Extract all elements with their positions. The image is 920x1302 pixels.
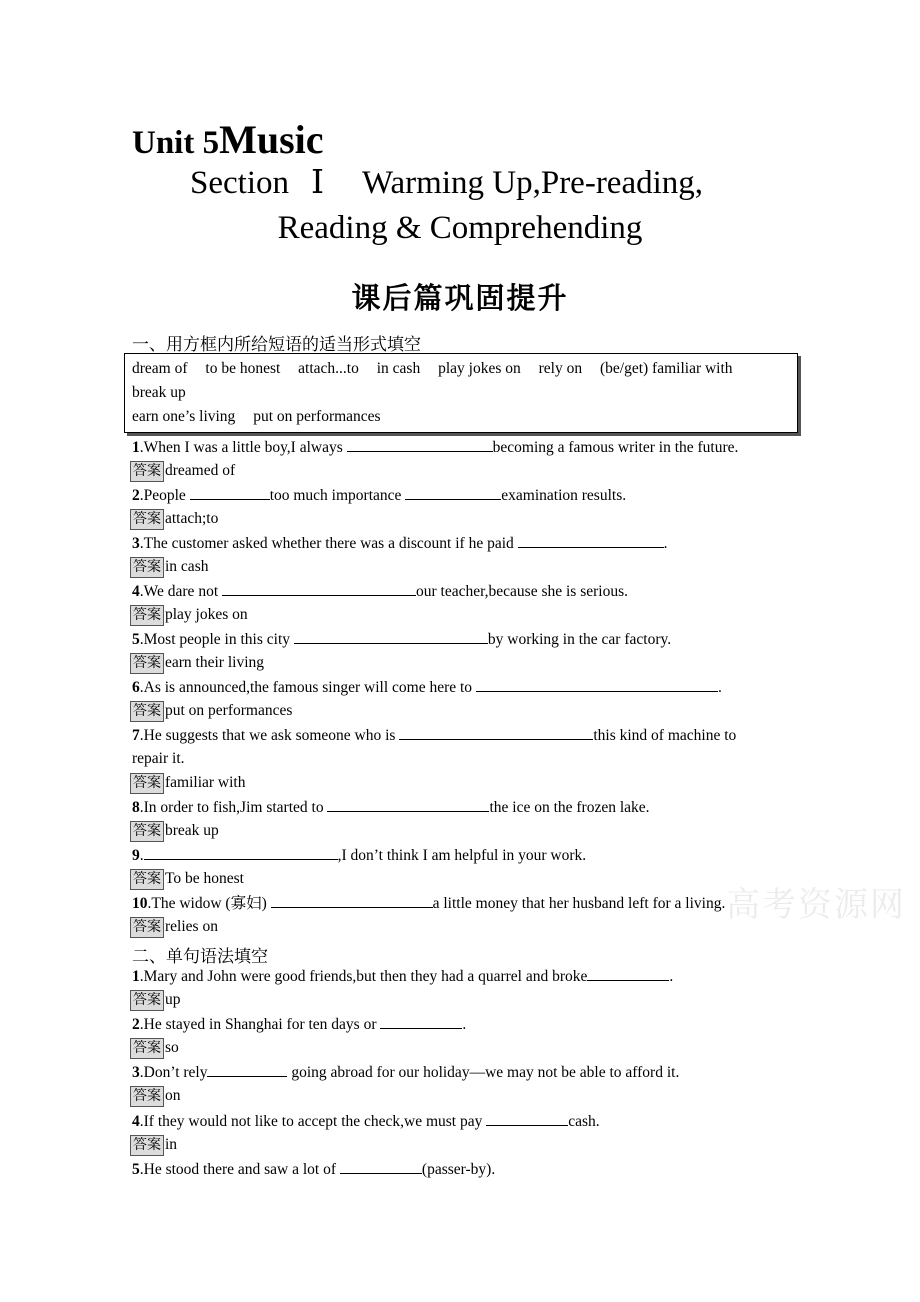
question-text: .The customer asked whether there was a discount if he paid	[139, 535, 518, 552]
answer-row	[130, 917, 218, 938]
answer-blank	[144, 845, 338, 860]
question-text: becoming a famous writer in the future.	[492, 439, 739, 456]
question-text: (passer-by).	[421, 1161, 496, 1178]
question	[132, 437, 738, 458]
question-continuation: repair it.	[132, 750, 185, 767]
question-number: 5	[132, 631, 140, 648]
question-text: by working in the car factory.	[487, 631, 672, 648]
answer-text: in	[165, 1136, 178, 1153]
question-text: examination results.	[501, 487, 627, 504]
section-roman: Ⅰ	[310, 165, 325, 201]
question-text: .He stayed in Shanghai for ten days or	[139, 1016, 381, 1033]
answer-blank	[222, 581, 416, 596]
question-number: 4	[132, 583, 140, 600]
question-number: 1	[132, 968, 140, 985]
question	[132, 966, 673, 987]
answer-badge: 答案	[130, 773, 164, 794]
answer-blank	[347, 437, 493, 452]
question-text: the ice on the frozen lake.	[489, 799, 650, 816]
answer-blank	[518, 533, 664, 548]
section-title-line2: Reading & Comprehending	[277, 210, 643, 246]
answer-blank	[190, 485, 270, 500]
question-number: 3	[132, 1064, 140, 1081]
answer-row	[130, 990, 181, 1011]
question-text: our teacher,because she is serious.	[416, 583, 628, 600]
question-text: .When I was a little boy,I always	[139, 439, 347, 456]
answer-text: put on performances	[165, 702, 293, 719]
phrase-box-line2: break up	[132, 384, 186, 401]
answer-badge: 答案	[130, 1038, 164, 1059]
section-title-text: Warming Up,Pre-reading,	[362, 165, 704, 201]
answer-blank	[476, 677, 718, 692]
question-text: .	[663, 535, 668, 552]
question-number: 8	[132, 799, 140, 816]
question-text: .If they would not like to accept the check,we must pay	[139, 1113, 487, 1130]
answer-text: earn their living	[165, 654, 264, 671]
phrase-box-line3	[132, 408, 395, 426]
question-number: 4	[132, 1113, 140, 1130]
question-number: 10	[132, 895, 148, 912]
answer-text: familiar with	[165, 774, 246, 791]
question-text: too much importance	[269, 487, 406, 504]
answer-badge: 答案	[130, 557, 164, 578]
phrase: dream of	[132, 360, 188, 377]
phrase: put on performances	[253, 408, 381, 425]
question	[132, 485, 626, 506]
answer-text: break up	[165, 822, 219, 839]
phrase: play jokes on	[438, 360, 521, 377]
question-text: .	[717, 679, 722, 696]
answer-badge: 答案	[130, 1086, 164, 1107]
question-text: .	[462, 1016, 467, 1033]
answer-badge: 答案	[130, 917, 164, 938]
question-text: .Mary and John were good friends,but then they had a quarrel and broke	[139, 968, 588, 985]
answer-badge: 答案	[130, 605, 164, 626]
question	[132, 797, 650, 818]
answer-text: attach;to	[165, 510, 219, 527]
question-text: a little money that her husband left for a living.	[432, 895, 726, 912]
question-text: .Most people in this city	[139, 631, 294, 648]
answer-row	[130, 701, 292, 722]
answer-text: on	[165, 1087, 181, 1104]
answer-blank	[294, 629, 488, 644]
question-text: .	[669, 968, 674, 985]
answer-badge: 答案	[130, 461, 164, 482]
answer-badge: 答案	[130, 1135, 164, 1156]
answer-row	[130, 773, 246, 794]
phrase-box	[124, 353, 798, 433]
answer-badge: 答案	[130, 701, 164, 722]
question-text: going abroad for our holiday—we may not be able to afford it.	[287, 1064, 680, 1081]
question-text: .He suggests that we ask someone who is	[139, 727, 400, 744]
question-text: this kind of machine to	[593, 727, 737, 744]
phrase-box-line1	[132, 360, 747, 378]
answer-row	[130, 461, 235, 482]
answer-text: so	[165, 1039, 179, 1056]
unit-name: Music	[219, 117, 324, 162]
question-number: 3	[132, 535, 140, 552]
question	[132, 1062, 679, 1083]
phrase: in cash	[376, 360, 421, 377]
question-text: .He stood there and saw a lot of	[139, 1161, 340, 1178]
answer-badge: 答案	[130, 990, 164, 1011]
question	[132, 1014, 466, 1035]
question-number: 2	[132, 1016, 140, 1033]
answer-row	[130, 557, 208, 578]
answer-text: dreamed of	[165, 462, 236, 479]
question	[132, 677, 722, 698]
answer-row	[130, 509, 218, 530]
question-number: 9	[132, 847, 140, 864]
question-text: ,I don’t think I am helpful in your work.	[337, 847, 587, 864]
answer-blank	[271, 893, 433, 908]
answer-badge: 答案	[130, 869, 164, 890]
question-text: .The widow (寡妇)	[147, 895, 271, 912]
answer-row	[130, 1038, 179, 1059]
question	[132, 1111, 600, 1132]
question-number: 5	[132, 1161, 140, 1178]
phrase: (be/get) familiar with	[599, 360, 733, 377]
question	[132, 845, 586, 866]
answer-text: relies on	[165, 918, 218, 935]
section-label: Section	[190, 165, 289, 201]
question-text: .People	[139, 487, 190, 504]
answer-blank	[327, 797, 489, 812]
phrase: rely on	[538, 360, 583, 377]
answer-row	[130, 1135, 177, 1156]
part1-heading: 一、用方框内所给短语的适当形式填空	[132, 335, 421, 355]
answer-row	[130, 869, 244, 890]
question	[132, 581, 628, 602]
phrase: to be honest	[205, 360, 281, 377]
answer-blank	[340, 1159, 422, 1174]
unit-prefix: Unit 5	[132, 125, 220, 161]
question	[132, 533, 668, 554]
question-text: .Don’t rely	[139, 1064, 208, 1081]
answer-text: To be honest	[165, 870, 244, 887]
answer-row	[130, 1086, 181, 1107]
answer-row	[130, 821, 219, 842]
question-text: .In order to fish,Jim started to	[139, 799, 328, 816]
answer-text: play jokes on	[165, 606, 248, 623]
question-text: .We dare not	[139, 583, 222, 600]
question-number: 1	[132, 439, 140, 456]
answer-text: in cash	[165, 558, 209, 575]
answer-badge: 答案	[130, 821, 164, 842]
chinese-title: 课后篇巩固提升	[351, 281, 569, 315]
question-text: .As is announced,the famous singer will come here to	[139, 679, 476, 696]
question-text: cash.	[568, 1113, 600, 1130]
question-number: 7	[132, 727, 140, 744]
question	[132, 1159, 495, 1180]
question	[132, 725, 736, 746]
question	[132, 893, 725, 914]
answer-blank	[486, 1111, 568, 1126]
answer-badge: 答案	[130, 509, 164, 530]
answer-text: up	[165, 991, 181, 1008]
answer-blank	[587, 966, 669, 981]
answer-blank	[380, 1014, 462, 1029]
phrase: earn one’s living	[132, 408, 236, 425]
watermark: 高考资源网	[726, 885, 906, 925]
part2-heading: 二、单句语法填空	[132, 947, 268, 967]
question-number: 2	[132, 487, 140, 504]
answer-row	[130, 605, 248, 626]
section-title	[190, 162, 703, 202]
answer-blank	[207, 1062, 287, 1077]
answer-row	[130, 653, 264, 674]
answer-badge: 答案	[130, 653, 164, 674]
answer-blank	[399, 725, 593, 740]
unit-title	[132, 116, 324, 163]
answer-blank	[405, 485, 501, 500]
question-number: 6	[132, 679, 140, 696]
phrase: attach...to	[298, 360, 359, 377]
question	[132, 629, 671, 650]
question-text: .	[139, 847, 144, 864]
